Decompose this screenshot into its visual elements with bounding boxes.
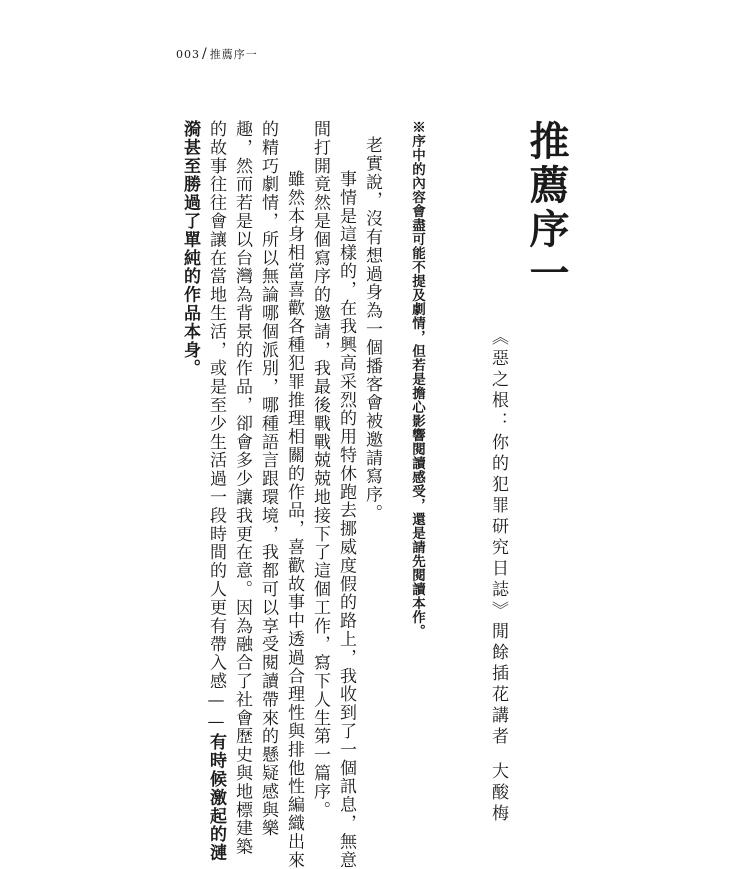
body-line-7-text: 的故事往往會讓在當地生活，或是至少生活過一段時間的人更有帶入感——: [206, 120, 226, 734]
subtitle: [488, 328, 508, 825]
author-role: 閒餘插花講者: [488, 622, 508, 748]
body-line-7: [206, 120, 226, 862]
body-line-6: 趣，然而若是以台灣為背景的作品，卻會多少讓我更在意。因為融合了社會歷史與地標建築: [232, 120, 252, 856]
body-line-2: 事情是這樣的，在我興高采烈的用特休跑去挪威度假的路上，我收到了一個訊息，無意: [336, 170, 356, 869]
body-line-1: 老實說，沒有想過身為一個播客會被邀請寫序。: [362, 136, 382, 523]
body-line-4: 雖然本身相當喜歡各種犯罪推理相關的作品，喜歡故事中透過合理性與排他性編織出來: [284, 170, 304, 869]
spoiler-note: ※序中的內容會盡可能不提及劇情，但若是擔心影響閱讀感受，還是請先閱讀本作。: [409, 120, 425, 638]
header-slash-divider: /: [202, 46, 208, 62]
page-number: 003: [176, 48, 200, 61]
body-line-8: 漪甚至勝過了單純的作品本身。: [180, 120, 200, 378]
body-line-7-emphasis: 有時候激起的漣: [206, 733, 226, 863]
running-header: [176, 46, 258, 62]
body-line-5: 的精巧劇情，所以無論哪個派別，哪種語言跟環境，我都可以享受閱讀帶來的懸疑感與樂: [258, 120, 278, 838]
page-title: 推薦序一: [523, 120, 570, 296]
book-title: 《惡之根：你的犯罪研究日誌》: [488, 328, 508, 622]
author-name: 大酸梅: [488, 762, 508, 825]
header-section-title: 推薦序一: [209, 48, 258, 61]
body-line-3: 間打開竟然是個寫序的邀請，我最後戰戰兢兢地接下了這個工作，寫下人生第一篇序。: [310, 120, 330, 820]
